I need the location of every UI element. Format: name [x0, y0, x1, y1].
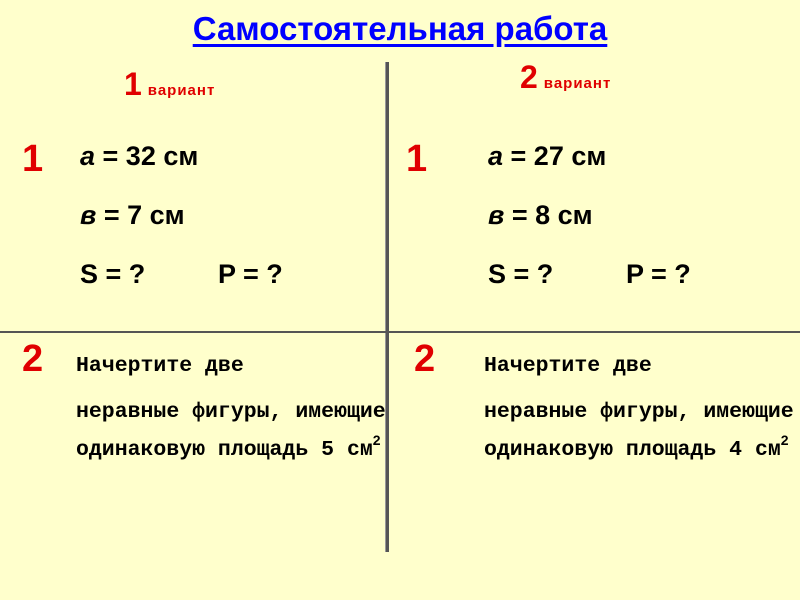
v2-b-label: в: [488, 200, 505, 230]
variant-1-number: 1: [124, 66, 142, 102]
v1-task2-number: 2: [22, 338, 44, 380]
variant-1-word: вариант: [147, 82, 216, 99]
v2-superscript: 2: [780, 432, 789, 448]
v1-b-label: в: [80, 200, 97, 230]
v2-side-a: [488, 141, 606, 172]
v1-perimeter-question: P = ?: [218, 259, 283, 289]
variant-1-header: [124, 66, 215, 103]
v1-side-b: [80, 200, 185, 231]
v1-task2-line2: неравные фигуры, имеющие одинаковую площадь 5 см: [76, 400, 386, 462]
v2-task2-line1: Начертите две: [484, 354, 652, 378]
v2-task2-number: 2: [414, 338, 436, 380]
v1-side-a: [80, 141, 198, 172]
v2-a-label: а: [488, 141, 504, 171]
horizontal-divider: [0, 331, 800, 333]
v2-b-value: = 8 см: [504, 200, 593, 230]
v2-task2-text: [484, 398, 794, 464]
v1-a-label: а: [80, 141, 96, 171]
v1-task1-number: 1: [22, 138, 44, 180]
v2-area-question: S = ?: [488, 259, 554, 289]
v1-b-value: = 7 см: [96, 200, 185, 230]
v1-superscript: 2: [372, 432, 381, 448]
v1-area-question: S = ?: [80, 259, 146, 289]
vertical-divider: [385, 62, 389, 552]
v2-a-value: = 27 см: [503, 141, 607, 171]
v2-task2-line2: неравные фигуры, имеющие одинаковую площадь 4 см: [484, 400, 794, 462]
variant-2-word: вариант: [543, 75, 612, 92]
v1-task2-line1: Начертите две: [76, 354, 244, 378]
v1-task2-text: [76, 398, 386, 464]
v2-task1-number: 1: [406, 138, 428, 180]
v2-side-b: [488, 200, 593, 231]
v1-a-value: = 32 см: [95, 141, 199, 171]
page-title: Самостоятельная работа: [192, 10, 608, 47]
v2-perimeter-question: P = ?: [626, 259, 691, 289]
variant-2-header: [520, 59, 611, 96]
variant-2-number: 2: [520, 59, 538, 95]
